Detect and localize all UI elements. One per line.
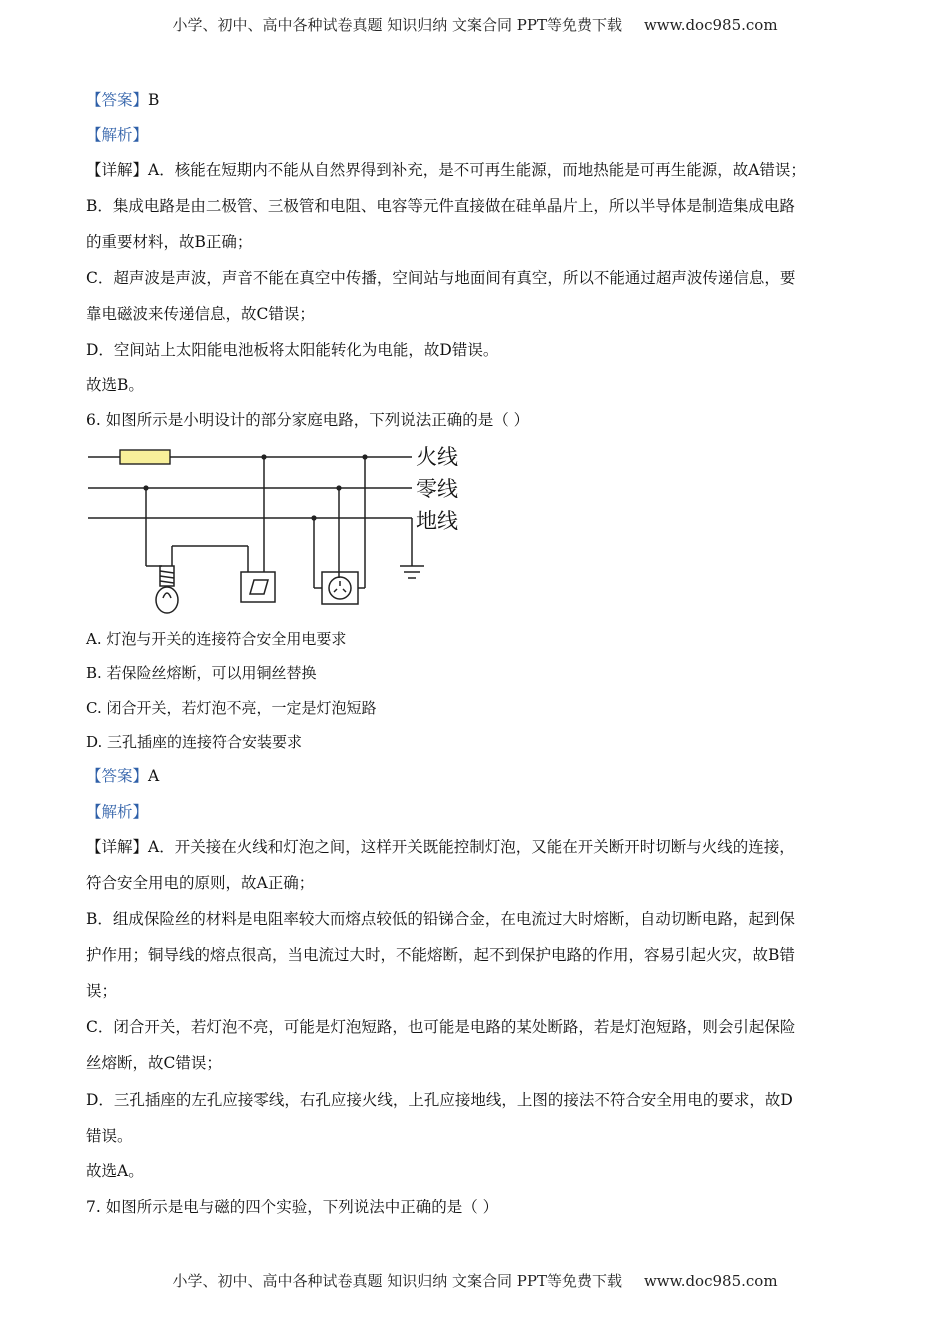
header-text: 小学、初中、高中各种试卷真题 知识归纳 文案合同 PPT等免费下载	[172, 16, 622, 34]
q6-detail-line-9: 错误。	[86, 1127, 133, 1145]
q6-detail-line-7: 丝熔断，故C错误；	[86, 1054, 222, 1072]
q6-analysis-tag: 【解析】	[86, 803, 149, 821]
q6-detail-line-2: 符合安全用电的原则，故A正确；	[86, 874, 315, 892]
detail-text: A．开关接在火线和灯泡之间，这样开关既能控制灯泡，又能在开关断开时切断与火线的连接，	[148, 838, 795, 856]
detail-text: A．核能在短期内不能从自然界得到补充，是不可再生能源，而地热能是可再生能源，故A错误；	[148, 161, 806, 179]
answer-tag: 【答案】	[86, 767, 149, 785]
q6-option-c: C. 闭合开关，若灯泡不亮，一定是灯泡短路	[86, 699, 377, 717]
label-earth: 地线	[416, 509, 458, 533]
q7-stem: 7. 如图所示是电与磁的四个实验，下列说法中正确的是（ ）	[86, 1198, 499, 1216]
q5-detail-line-5: 靠电磁波来传递信息，故C错误；	[86, 305, 315, 323]
q6-answer	[86, 765, 159, 787]
q5-detail-line-4: C．超声波是声波，声音不能在真空中传播，空间站与地面间有真空，所以不能通过超声波传递信息，要	[86, 269, 796, 287]
q5-detail-line-2: B．集成电路是由二极管、三极管和电阻、电容等元件直接做在硅单晶片上，所以半导体是制造集成电路	[86, 197, 795, 215]
answer-value: A	[148, 767, 160, 785]
q6-detail-line-3: B．组成保险丝的材料是电阻率较大而熔点较低的铅锑合金，在电流过大时熔断，自动切断电路，起到保	[86, 910, 795, 928]
page-header	[0, 14, 950, 35]
q5-conclusion: 故选B。	[86, 376, 144, 394]
label-neutral: 零线	[416, 477, 458, 501]
q6-stem: 6. 如图所示是小明设计的部分家庭电路，下列说法正确的是（ ）	[86, 411, 530, 429]
q6-option-d: D. 三孔插座的连接符合安装要求	[86, 733, 303, 751]
q5-answer	[86, 89, 159, 111]
q6-option-b: B. 若保险丝熔断，可以用铜丝替换	[86, 664, 317, 682]
header-site: www.doc985.com	[643, 16, 778, 34]
q5-detail-line-6: D．空间站上太阳能电池板将太阳能转化为电能，故D错误。	[86, 341, 499, 359]
q5-analysis-tag: 【解析】	[86, 126, 149, 144]
label-live: 火线	[416, 445, 458, 469]
answer-value: B	[148, 91, 160, 109]
q6-detail-line-1	[86, 836, 795, 858]
q6-option-a: A. 灯泡与开关的连接符合安全用电要求	[86, 630, 347, 648]
q6-detail-line-6: C．闭合开关，若灯泡不亮，可能是灯泡短路，也可能是电路的某处断路，若是灯泡短路，则会引起保险	[86, 1018, 796, 1036]
detail-tag: 【详解】	[86, 161, 149, 179]
socket-icon	[329, 577, 351, 599]
footer-text: 小学、初中、高中各种试卷真题 知识归纳 文案合同 PPT等免费下载	[172, 1272, 622, 1290]
detail-tag: 【详解】	[86, 838, 149, 856]
footer-site: www.doc985.com	[643, 1272, 778, 1290]
q6-detail-line-5: 误；	[86, 982, 118, 1000]
answer-tag: 【答案】	[86, 91, 149, 109]
fuse-icon	[120, 450, 170, 464]
q6-detail-line-4: 护作用；铜导线的熔点很高，当电流过大时，不能熔断，起不到保护电路的作用，容易引起火灾，故B错	[86, 946, 795, 964]
household-circuit-diagram	[82, 438, 472, 618]
switch-box	[241, 572, 275, 602]
q5-detail-line-1	[86, 159, 806, 181]
q6-detail-line-8: D．三孔插座的左孔应接零线，右孔应接火线，上孔应接地线，上图的接法不符合安全用电的要求，故D	[86, 1091, 793, 1109]
q6-conclusion: 故选A。	[86, 1162, 144, 1180]
bulb-icon	[156, 587, 178, 613]
switch-icon	[250, 580, 268, 594]
page-footer	[0, 1270, 950, 1291]
q5-detail-line-3: 的重要材料，故B正确；	[86, 233, 253, 251]
